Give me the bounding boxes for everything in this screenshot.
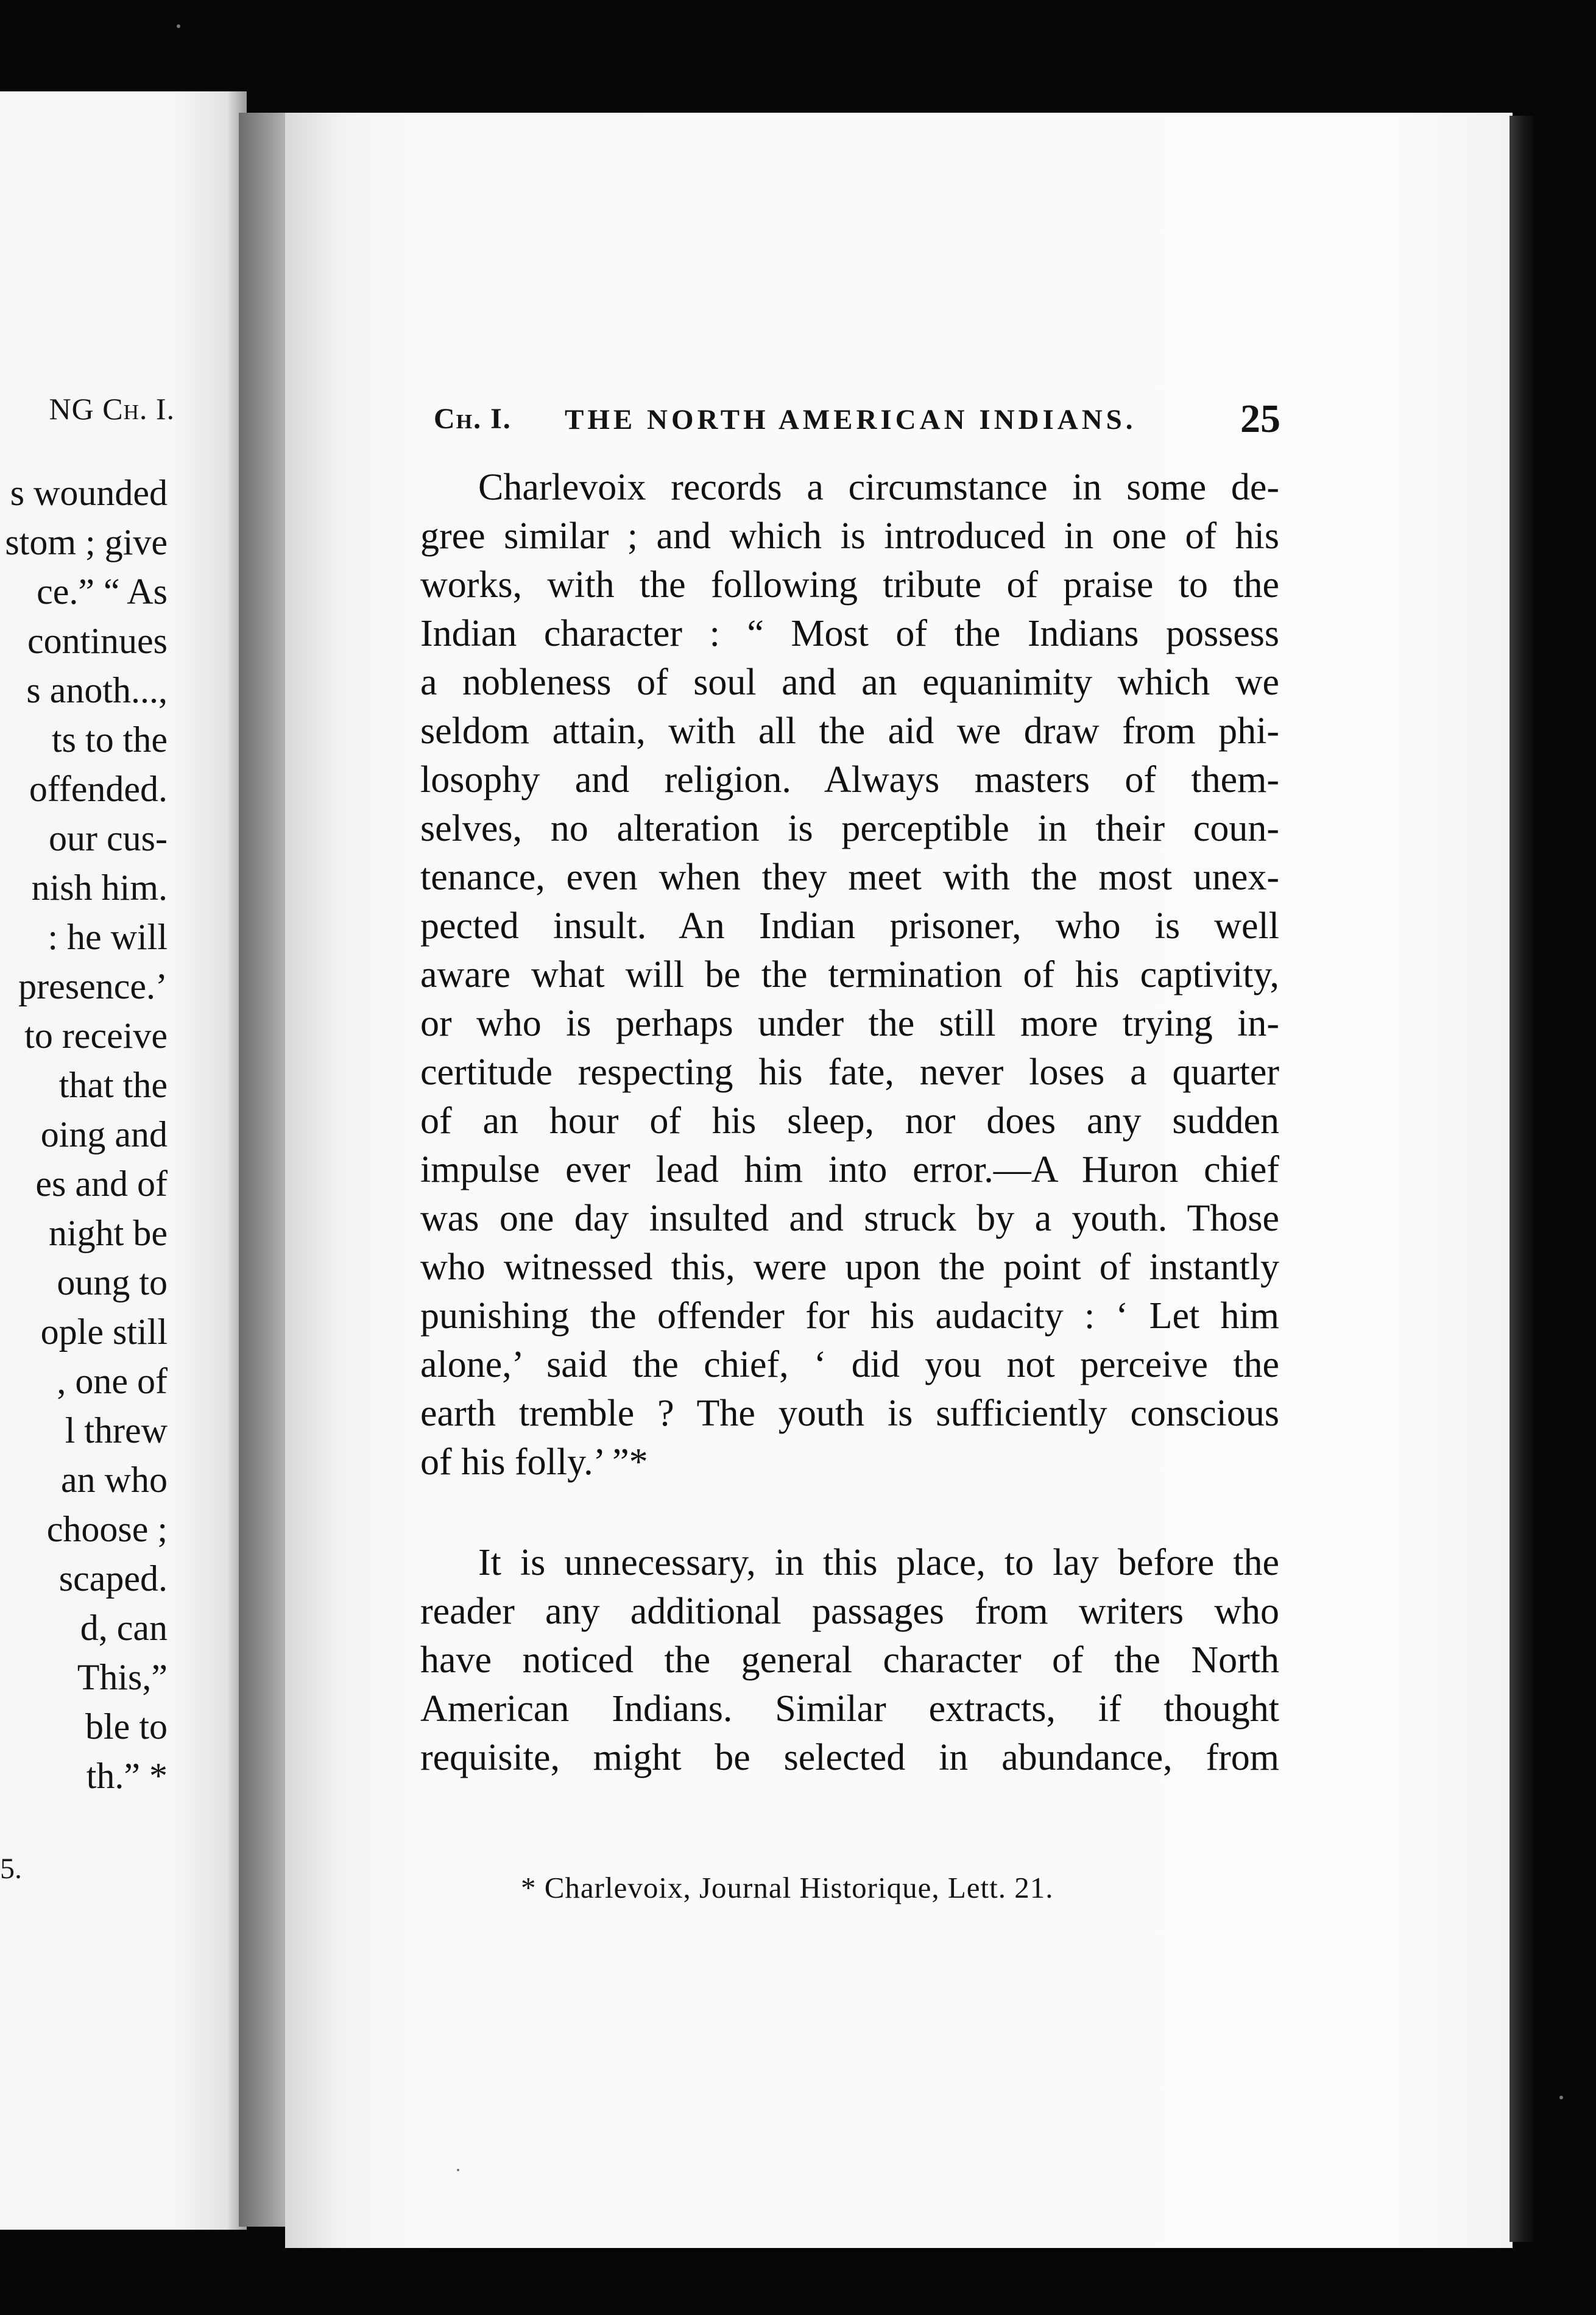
left-page-line: ts to the xyxy=(52,719,168,760)
left-page-line: scaped. xyxy=(58,1558,168,1599)
left-page-footnote: 5. xyxy=(0,1853,22,1885)
left-page-line: stom ; give xyxy=(5,522,168,562)
text-line: pected insult. An Indian prisoner, who is well xyxy=(420,905,1279,947)
running-header xyxy=(434,396,1280,445)
text-line: tenance, even when they meet with the most unex- xyxy=(420,857,1279,898)
page-edge xyxy=(1509,116,1534,2242)
text-line: alone,’ said the chief, ‘ did you not perceive the xyxy=(420,1344,1279,1385)
text-line: Charlevoix records a circumstance in some de- xyxy=(478,467,1279,508)
left-page xyxy=(0,91,247,2230)
left-page-line: our cus- xyxy=(49,818,168,858)
left-page-line: nish him. xyxy=(31,868,168,908)
chapter-label: Ch. I. xyxy=(434,403,512,435)
text-line: certitude respecting his fate, never loses a quarter xyxy=(420,1051,1279,1093)
text-line: who witnessed this, were upon the point of instantly xyxy=(420,1246,1279,1288)
text-line: American Indians. Similar extracts, if thought xyxy=(420,1688,1279,1730)
text-line: of an hour of his sleep, nor does any sudden xyxy=(420,1100,1279,1142)
left-page-line: presence.’ xyxy=(18,966,168,1006)
text-line: It is unnecessary, in this place, to lay before the xyxy=(478,1542,1279,1583)
left-page-line: : he will xyxy=(48,917,168,957)
left-page-line: ce.” “ As xyxy=(37,571,168,612)
text-line: requisite, might be selected in abundance, from xyxy=(420,1737,1279,1778)
left-page-line: es and of xyxy=(35,1164,168,1204)
scan-speck xyxy=(457,2169,459,2171)
text-line: have noticed the general character of the North xyxy=(420,1639,1279,1681)
left-page-line: to receive xyxy=(24,1016,168,1056)
paragraph-gap xyxy=(420,1486,1279,1538)
paragraph xyxy=(420,1538,1279,1782)
left-page-line: d, can xyxy=(80,1608,168,1648)
text-line: Indian character : “ Most of the Indians possess xyxy=(420,613,1279,654)
text-line: earth tremble ? The youth is sufficiently conscious xyxy=(420,1393,1279,1434)
scan-speck xyxy=(1559,2096,1563,2099)
left-page-line: s wounded xyxy=(10,473,168,513)
text-line: selves, no alteration is perceptible in their coun- xyxy=(420,808,1279,849)
left-page-line: ble to xyxy=(85,1706,168,1747)
left-page-line: an who xyxy=(61,1460,168,1500)
text-line: punishing the offender for his audacity : ‘ Let him xyxy=(420,1295,1279,1337)
scan-speck xyxy=(177,24,180,28)
left-page-line: choose ; xyxy=(46,1509,168,1549)
left-page-line: ople still xyxy=(40,1312,168,1352)
text-line: seldom attain, with all the aid we draw from phi- xyxy=(420,710,1279,752)
text-line: or who is perhaps under the still more trying in- xyxy=(420,1003,1279,1044)
left-page-line: oung to xyxy=(57,1262,168,1302)
page-number: 25 xyxy=(1240,397,1280,441)
text-line: aware what will be the termination of his captivity, xyxy=(420,954,1279,995)
footnote: * Charlevoix, Journal Historique, Lett. 21. xyxy=(521,1871,1054,1904)
text-line: impulse ever lead him into error.—A Huron chief xyxy=(420,1149,1279,1190)
left-page-line: offended. xyxy=(29,769,168,809)
text-line: losophy and religion. Always masters of them- xyxy=(420,759,1279,801)
left-page-line: s anoth..., xyxy=(26,670,168,710)
body-text xyxy=(420,463,1279,1782)
text-line: works, with the following tribute of praise to the xyxy=(420,564,1279,606)
text-line: a nobleness of soul and an equanimity which we xyxy=(420,662,1279,703)
text-line: of his folly.’ ”* xyxy=(420,1441,648,1483)
left-page-line: continues xyxy=(27,621,168,661)
paragraph xyxy=(420,463,1279,1486)
left-page-line: oing and xyxy=(40,1114,168,1154)
text-line: was one day insulted and struck by a youth. Those xyxy=(420,1198,1279,1239)
left-page-header: NG Ch. I. xyxy=(49,392,175,426)
left-page-line: th.” * xyxy=(86,1756,168,1796)
left-page-line: that the xyxy=(58,1065,168,1105)
left-page-line: night be xyxy=(49,1213,168,1253)
left-page-line: This,” xyxy=(77,1657,168,1697)
left-page-line: , one of xyxy=(57,1361,168,1401)
text-line: reader any additional passages from writers who xyxy=(420,1591,1279,1632)
text-line: gree similar ; and which is introduced in one of his xyxy=(420,515,1279,557)
left-page-line: l threw xyxy=(65,1410,168,1451)
running-title: THE NORTH AMERICAN INDIANS. xyxy=(565,404,1137,436)
